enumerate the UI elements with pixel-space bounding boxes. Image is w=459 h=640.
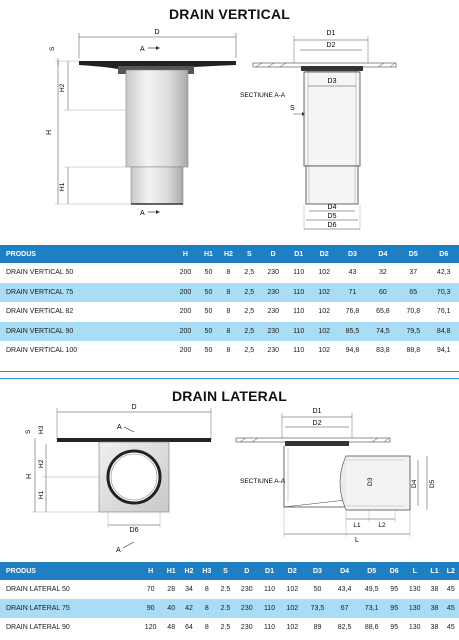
table-cell: 90 [139,599,162,618]
col-header: D1 [258,562,280,580]
lat-dim-S: S [25,429,32,434]
table-cell: 70,3 [428,283,459,303]
table-cell: 130 [403,618,426,637]
lat-dim-D5: D5 [429,479,436,488]
table-cell: 28 [162,580,180,599]
table-cell: 84,8 [428,322,459,342]
col-header: H [172,245,198,263]
table-cell: 50 [198,283,218,303]
table-cell: 70,8 [398,302,428,322]
table-cell: 32 [368,263,398,283]
table-cell: 95 [385,599,403,618]
table-cell: 200 [172,283,198,303]
vertical-table-header [0,245,459,263]
table-cell: 110 [258,599,280,618]
table-cell: DRAIN LATERAL 90 [0,618,139,637]
lat-dim-H: H [26,473,33,479]
table-cell: 230 [235,580,258,599]
dim-S: S [49,46,56,51]
table-cell: 42,3 [428,263,459,283]
table-cell: 8 [198,580,216,599]
table-cell: 102 [311,322,337,342]
table-cell: 48 [162,618,180,637]
vertical-title: DRAIN VERTICAL [168,6,291,22]
table-cell: 83,8 [368,341,398,361]
table-cell: DRAIN VERTICAL 90 [0,322,172,342]
table-cell: DRAIN VERTICAL 100 [0,341,172,361]
table-cell: DRAIN VERTICAL 82 [0,302,172,322]
col-header: L2 [443,562,459,580]
table-cell: 130 [403,599,426,618]
table-cell: 110 [286,263,311,283]
table-cell: 73,1 [358,599,385,618]
table-cell: 64 [180,618,198,637]
table-cell: 94,1 [428,341,459,361]
table-cell: 50 [198,302,218,322]
table-cell: 102 [311,283,337,303]
table-cell: 110 [286,283,311,303]
table-cell: 8 [218,341,238,361]
col-header: D4 [331,562,358,580]
lat-dim-L1: L1 [353,522,361,529]
lateral-table [0,562,459,637]
table-cell: 2.5 [216,618,235,637]
table-cell: 45 [443,599,459,618]
table-cell: 8 [218,263,238,283]
table-cell: 2,5 [238,322,260,342]
lateral-table-header [0,562,459,580]
table-cell: 200 [172,302,198,322]
table-cell: 102 [311,341,337,361]
table-cell: 40 [162,599,180,618]
col-header: D2 [281,562,304,580]
col-header: L1 [426,562,442,580]
col-header: D6 [385,562,403,580]
lat-dim-H2: H2 [38,459,45,468]
col-header: H1 [198,245,218,263]
table-cell: 50 [198,341,218,361]
dim-S-section: S [290,105,295,112]
table-cell: 200 [172,341,198,361]
dim-D: D [154,29,160,36]
table-cell: 120 [139,618,162,637]
dim-D2: D2 [326,42,336,49]
col-header: D [235,562,258,580]
lat-dim-D2: D2 [312,420,322,427]
table-cell: 38 [426,580,442,599]
table-cell: 102 [311,263,337,283]
table-cell: 200 [172,263,198,283]
table-cell: 88,6 [358,618,385,637]
table-cell: 50 [198,322,218,342]
dim-D1: D1 [326,30,336,37]
table-cell: 79,5 [398,322,428,342]
table-cell: 60 [368,283,398,303]
dim-D4: D4 [327,204,337,211]
table-cell: 8 [218,283,238,303]
table-cell: 65,8 [368,302,398,322]
table-row [0,263,459,283]
lat-dim-H3: H3 [38,425,45,434]
table-row [0,341,459,361]
col-header: D5 [398,245,428,263]
table-row [0,580,459,599]
col-header: D3 [337,245,367,263]
table-cell: 230 [260,341,286,361]
table-cell: 45 [443,618,459,637]
lateral-section-label: SECTIUNE A-A [240,478,286,485]
table-cell: DRAIN LATERAL 50 [0,580,139,599]
col-header: H1 [162,562,180,580]
table-cell: 42 [180,599,198,618]
table-row [0,618,459,637]
table-cell: 2,5 [238,283,260,303]
lat-dim-D6: D6 [129,527,139,534]
table-cell: 45 [443,580,459,599]
table-cell: 110 [286,302,311,322]
table-cell: DRAIN VERTICAL 75 [0,283,172,303]
table-cell: 82,5 [331,618,358,637]
table-cell: 230 [260,283,286,303]
table-cell: 110 [286,341,311,361]
table-cell: 230 [260,263,286,283]
table-cell: 85,5 [337,322,367,342]
table-cell: 8 [198,599,216,618]
dim-D3: D3 [327,78,337,85]
table-cell: 67 [331,599,358,618]
table-cell: 230 [235,618,258,637]
table-cell: 71 [337,283,367,303]
lat-dim-L2: L2 [378,522,386,529]
dim-D5: D5 [327,213,337,220]
lateral-drawing [0,382,459,562]
lateral-title: DRAIN LATERAL [171,388,288,404]
table-cell: 88,8 [398,341,428,361]
table-cell: 200 [172,322,198,342]
table-row [0,322,459,342]
table-cell: 34 [180,580,198,599]
table-cell: 74,5 [368,322,398,342]
dim-H2: H2 [59,83,66,92]
dim-A-top: A [140,46,145,53]
table-cell: 110 [286,322,311,342]
col-header: D3 [304,562,331,580]
lat-dim-D3: D3 [367,477,374,486]
table-cell: 230 [260,322,286,342]
table-cell: 76,8 [337,302,367,322]
col-header: D4 [368,245,398,263]
table-cell: 49,5 [358,580,385,599]
table-cell: 50 [198,263,218,283]
table-cell: 2,5 [238,341,260,361]
table-cell: 94,8 [337,341,367,361]
table-cell: 38 [426,618,442,637]
dim-D6: D6 [327,222,337,229]
dim-A-bottom: A [140,210,145,217]
table-cell: DRAIN VERTICAL 50 [0,263,172,283]
lat-dim-D4: D4 [411,479,418,488]
col-header: D2 [311,245,337,263]
table-cell: 38 [426,599,442,618]
table-cell: 230 [260,302,286,322]
table-cell: 102 [281,618,304,637]
col-header: H2 [180,562,198,580]
col-header: H2 [218,245,238,263]
lat-dim-A-bottom: A [116,547,121,554]
dim-H: H [46,129,53,135]
table-cell: 2.5 [216,599,235,618]
col-header: D1 [286,245,311,263]
col-header: D [260,245,286,263]
table-cell: 76,1 [428,302,459,322]
table-cell: 110 [258,618,280,637]
table-cell: 95 [385,580,403,599]
col-header: PRODUS [0,562,139,580]
table-cell: 8 [198,618,216,637]
table-cell: 2.5 [216,580,235,599]
col-header: S [238,245,260,263]
table-cell: 95 [385,618,403,637]
vertical-table [0,245,459,361]
lat-dim-D1: D1 [312,408,322,415]
col-header: D5 [358,562,385,580]
col-header: H [139,562,162,580]
table-cell: 89 [304,618,331,637]
lat-dim-D: D [131,404,137,411]
table-cell: 102 [311,302,337,322]
col-header: H3 [198,562,216,580]
vertical-section-label: SECTIUNE A-A [240,92,286,99]
table-cell: 50 [304,580,331,599]
lat-dim-H1: H1 [38,490,45,499]
table-cell: 43,4 [331,580,358,599]
table-cell: 130 [403,580,426,599]
lat-dim-A-top: A [117,424,122,431]
lat-dim-L: L [355,537,359,544]
table-cell: 2,5 [238,263,260,283]
col-header: PRODUS [0,245,172,263]
col-header: S [216,562,235,580]
table-cell: 2,5 [238,302,260,322]
table-cell: 102 [281,599,304,618]
vertical-drawing [0,0,459,245]
table-cell: 37 [398,263,428,283]
table-row [0,302,459,322]
table-cell: 43 [337,263,367,283]
table-cell: 65 [398,283,428,303]
table-row [0,599,459,618]
dim-H1: H1 [59,182,66,191]
table-cell: 8 [218,302,238,322]
table-cell: DRAIN LATERAL 75 [0,599,139,618]
table-cell: 110 [258,580,280,599]
table-cell: 73,5 [304,599,331,618]
table-row [0,283,459,303]
col-header: D6 [428,245,459,263]
table-cell: 230 [235,599,258,618]
table-cell: 102 [281,580,304,599]
col-header: L [403,562,426,580]
table-cell: 70 [139,580,162,599]
table-cell: 8 [218,322,238,342]
